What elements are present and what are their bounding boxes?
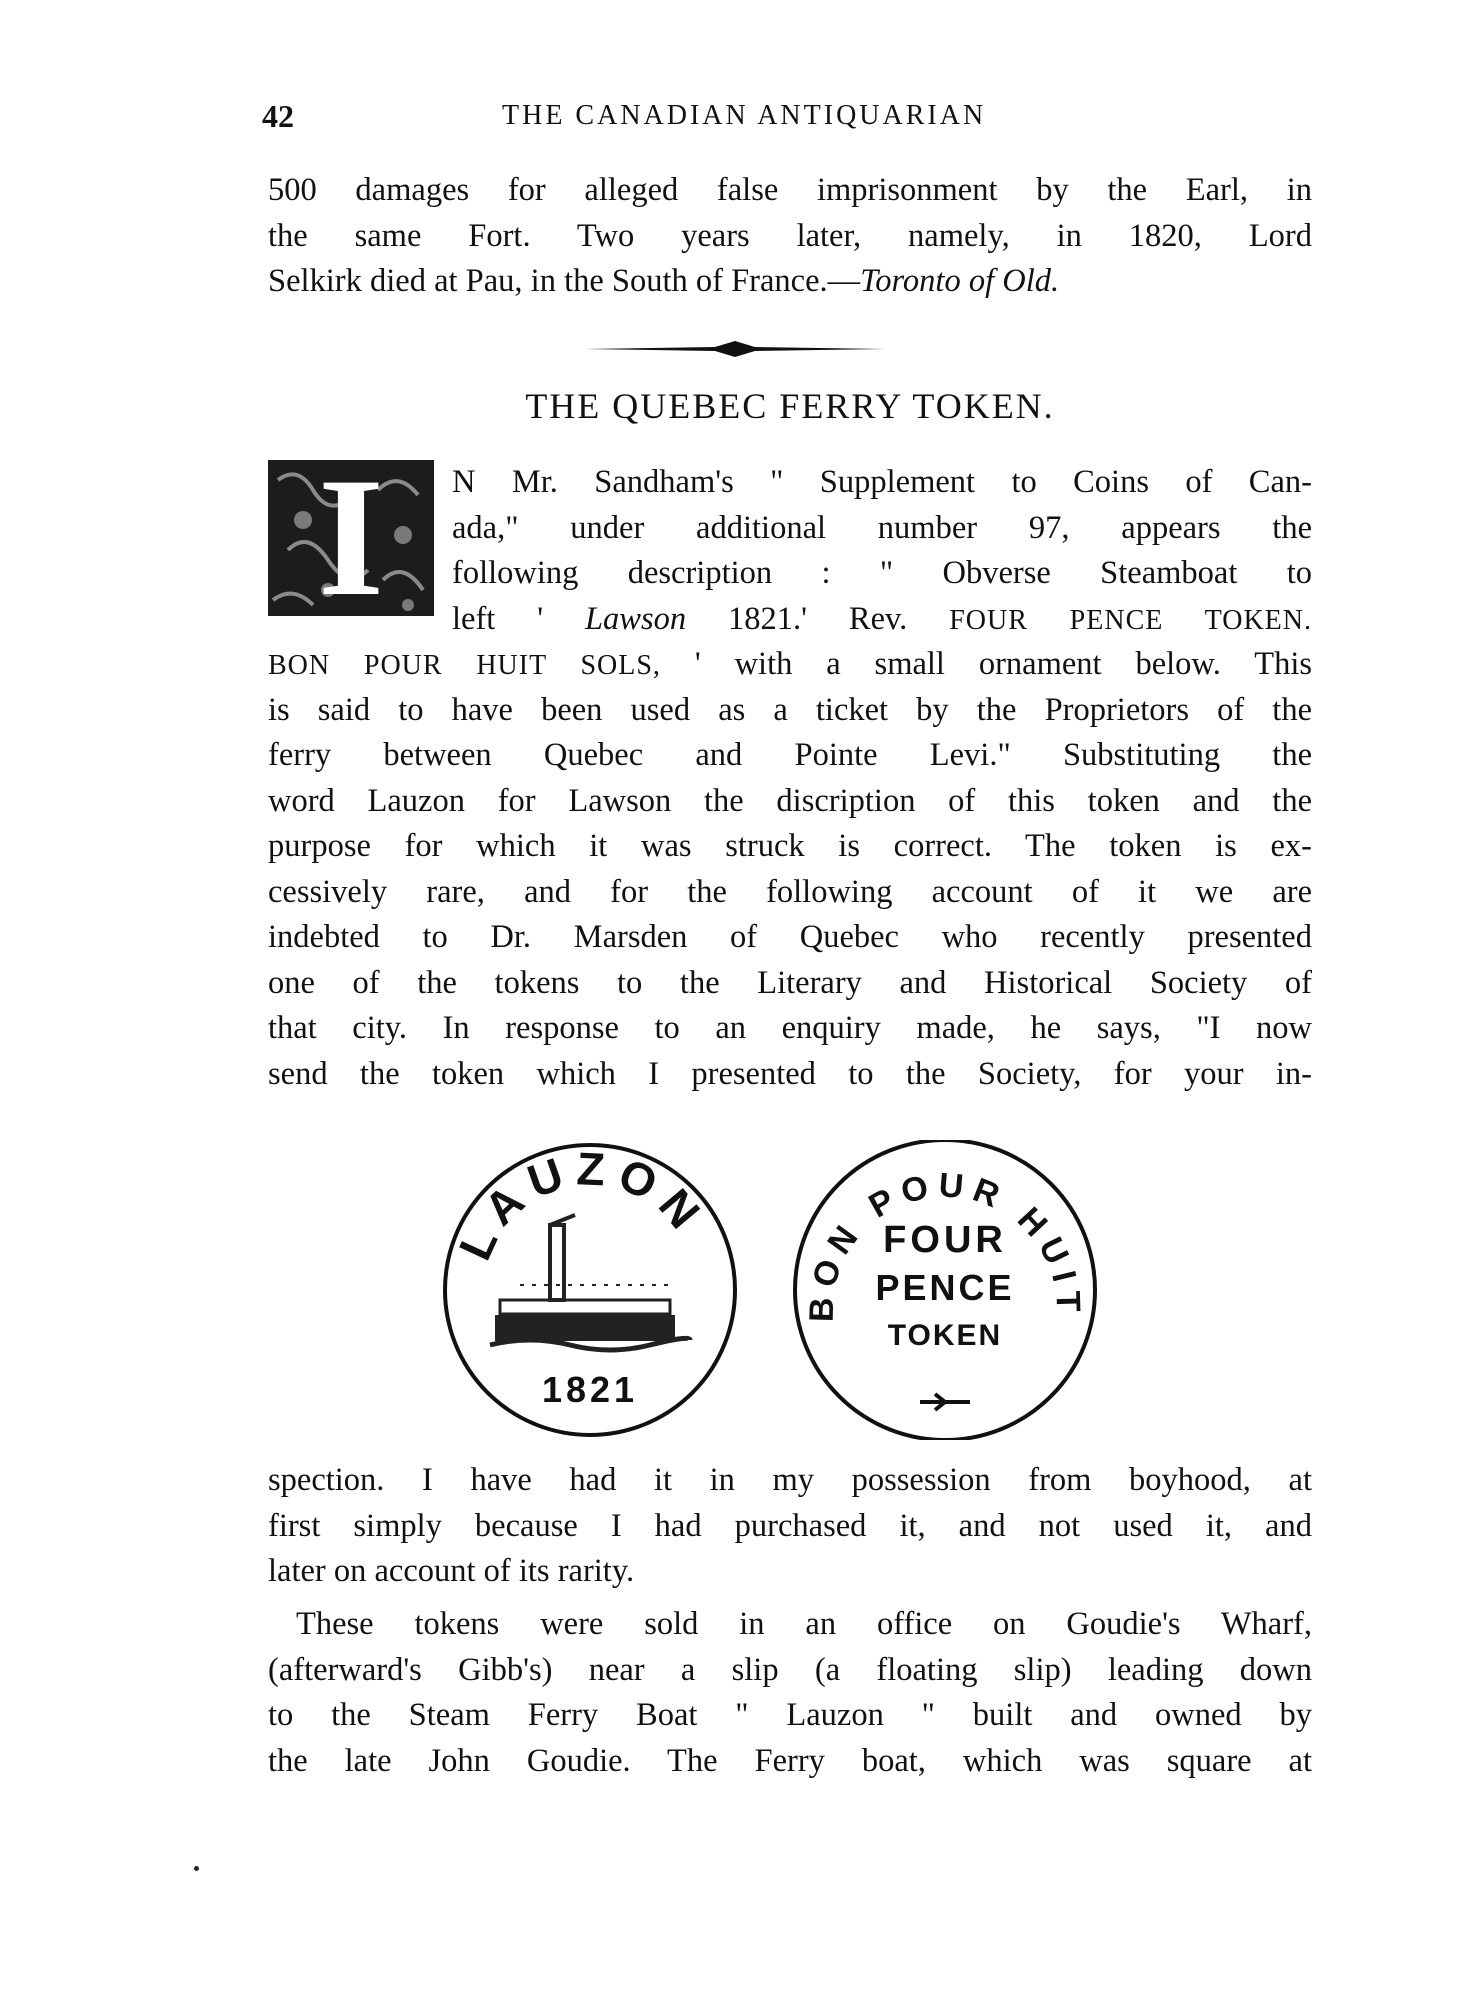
dropcap-letter: I — [317, 460, 385, 616]
running-head — [262, 98, 1322, 138]
first-paragraph-body — [268, 642, 1312, 1097]
text-line: ada," under additional number 97, appears the — [452, 509, 1312, 546]
text-line: one of the tokens to the Literary and Historical Society of — [268, 964, 1312, 1001]
text-line: that city. In response to an enquiry made, he says, "I now — [268, 1010, 1312, 1046]
journal-title: THE CANADIAN ANTIQUARIAN — [502, 100, 987, 131]
text-line: 500 damages for alleged false imprisonment by the Earl, in — [268, 172, 1312, 208]
text-line: to the Steam Ferry Boat " Lauzon " built and owned by — [268, 1697, 1312, 1733]
dropcap — [268, 460, 434, 616]
text-line: later on account of its rarity. — [268, 1553, 635, 1589]
text-line: purpose for which it was struck is correct. The token is ex- — [268, 828, 1312, 864]
steamboat-icon — [490, 1215, 690, 1350]
ornament-icon — [920, 1394, 970, 1410]
text-line: cessively rare, and for the following account of it we are — [268, 873, 1312, 910]
token-figure — [440, 1140, 1160, 1440]
text-line: These tokens were sold in an office on Goudie's Wharf, — [296, 1606, 1312, 1642]
text-line: the same Fort. Two years later, namely, in 1820, Lord — [268, 217, 1312, 254]
reverse-center-line1: FOUR — [883, 1219, 1007, 1261]
section-divider-ornament — [585, 337, 885, 361]
token-obverse — [445, 1142, 735, 1435]
text-line: (afterward's Gibb's) near a slip (a floating slip) leading down — [268, 1651, 1312, 1688]
reverse-center-line3: TOKEN — [887, 1319, 1003, 1352]
page-number: 42 — [262, 98, 294, 134]
text-line: ferry between Quebec and Pointe Levi." Substituting the — [268, 737, 1312, 773]
obverse-legend: LAUZON — [448, 1142, 717, 1268]
token-illustrations — [440, 1140, 1160, 1440]
text-line: word Lauzon for Lawson the discription of this token and the — [268, 782, 1312, 819]
text-line: BON POUR HUIT SOLS, ' with a small ornament below. This — [268, 646, 1312, 682]
text-line: send the token which I presented to the Society, for your in- — [268, 1055, 1312, 1092]
text-line: is said to have been used as a ticket by the Proprietors of the — [268, 691, 1312, 728]
obverse-year: 1821 — [541, 1369, 639, 1410]
source-citation: Toronto of Old. — [860, 263, 1060, 299]
text-line: first simply because I had purchased it, and not used it, and — [268, 1507, 1312, 1544]
reverse-legend: BON POUR HUIT — [802, 1166, 1088, 1323]
text-line: Selkirk died at Pau, in the South of France.—Toronto of Old. — [268, 263, 1060, 299]
first-paragraph-indented — [452, 460, 1312, 642]
article-title: THE QUEBEC FERRY TOKEN. — [525, 386, 1055, 426]
continued-paragraph — [268, 1458, 1312, 1595]
text-line: the late John Goudie. The Ferry boat, which was square at — [268, 1742, 1312, 1779]
intro-paragraph — [268, 168, 1312, 305]
second-paragraph — [268, 1602, 1312, 1784]
stray-ink-dot — [194, 1866, 199, 1871]
text-line: indebted to Dr. Marsden of Quebec who recently presented — [268, 919, 1312, 955]
text-line: spection. I have had it in my possession from boyhood, at — [268, 1462, 1312, 1498]
reverse-center-line2: PENCE — [875, 1267, 1015, 1308]
text-line: N Mr. Sandham's " Supplement to Coins of Can- — [452, 464, 1312, 500]
text-line: left ' Lawson 1821.' Rev. FOUR PENCE TOKEN. — [452, 600, 1312, 637]
text-line: following description : " Obverse Steamboat to — [452, 555, 1312, 591]
